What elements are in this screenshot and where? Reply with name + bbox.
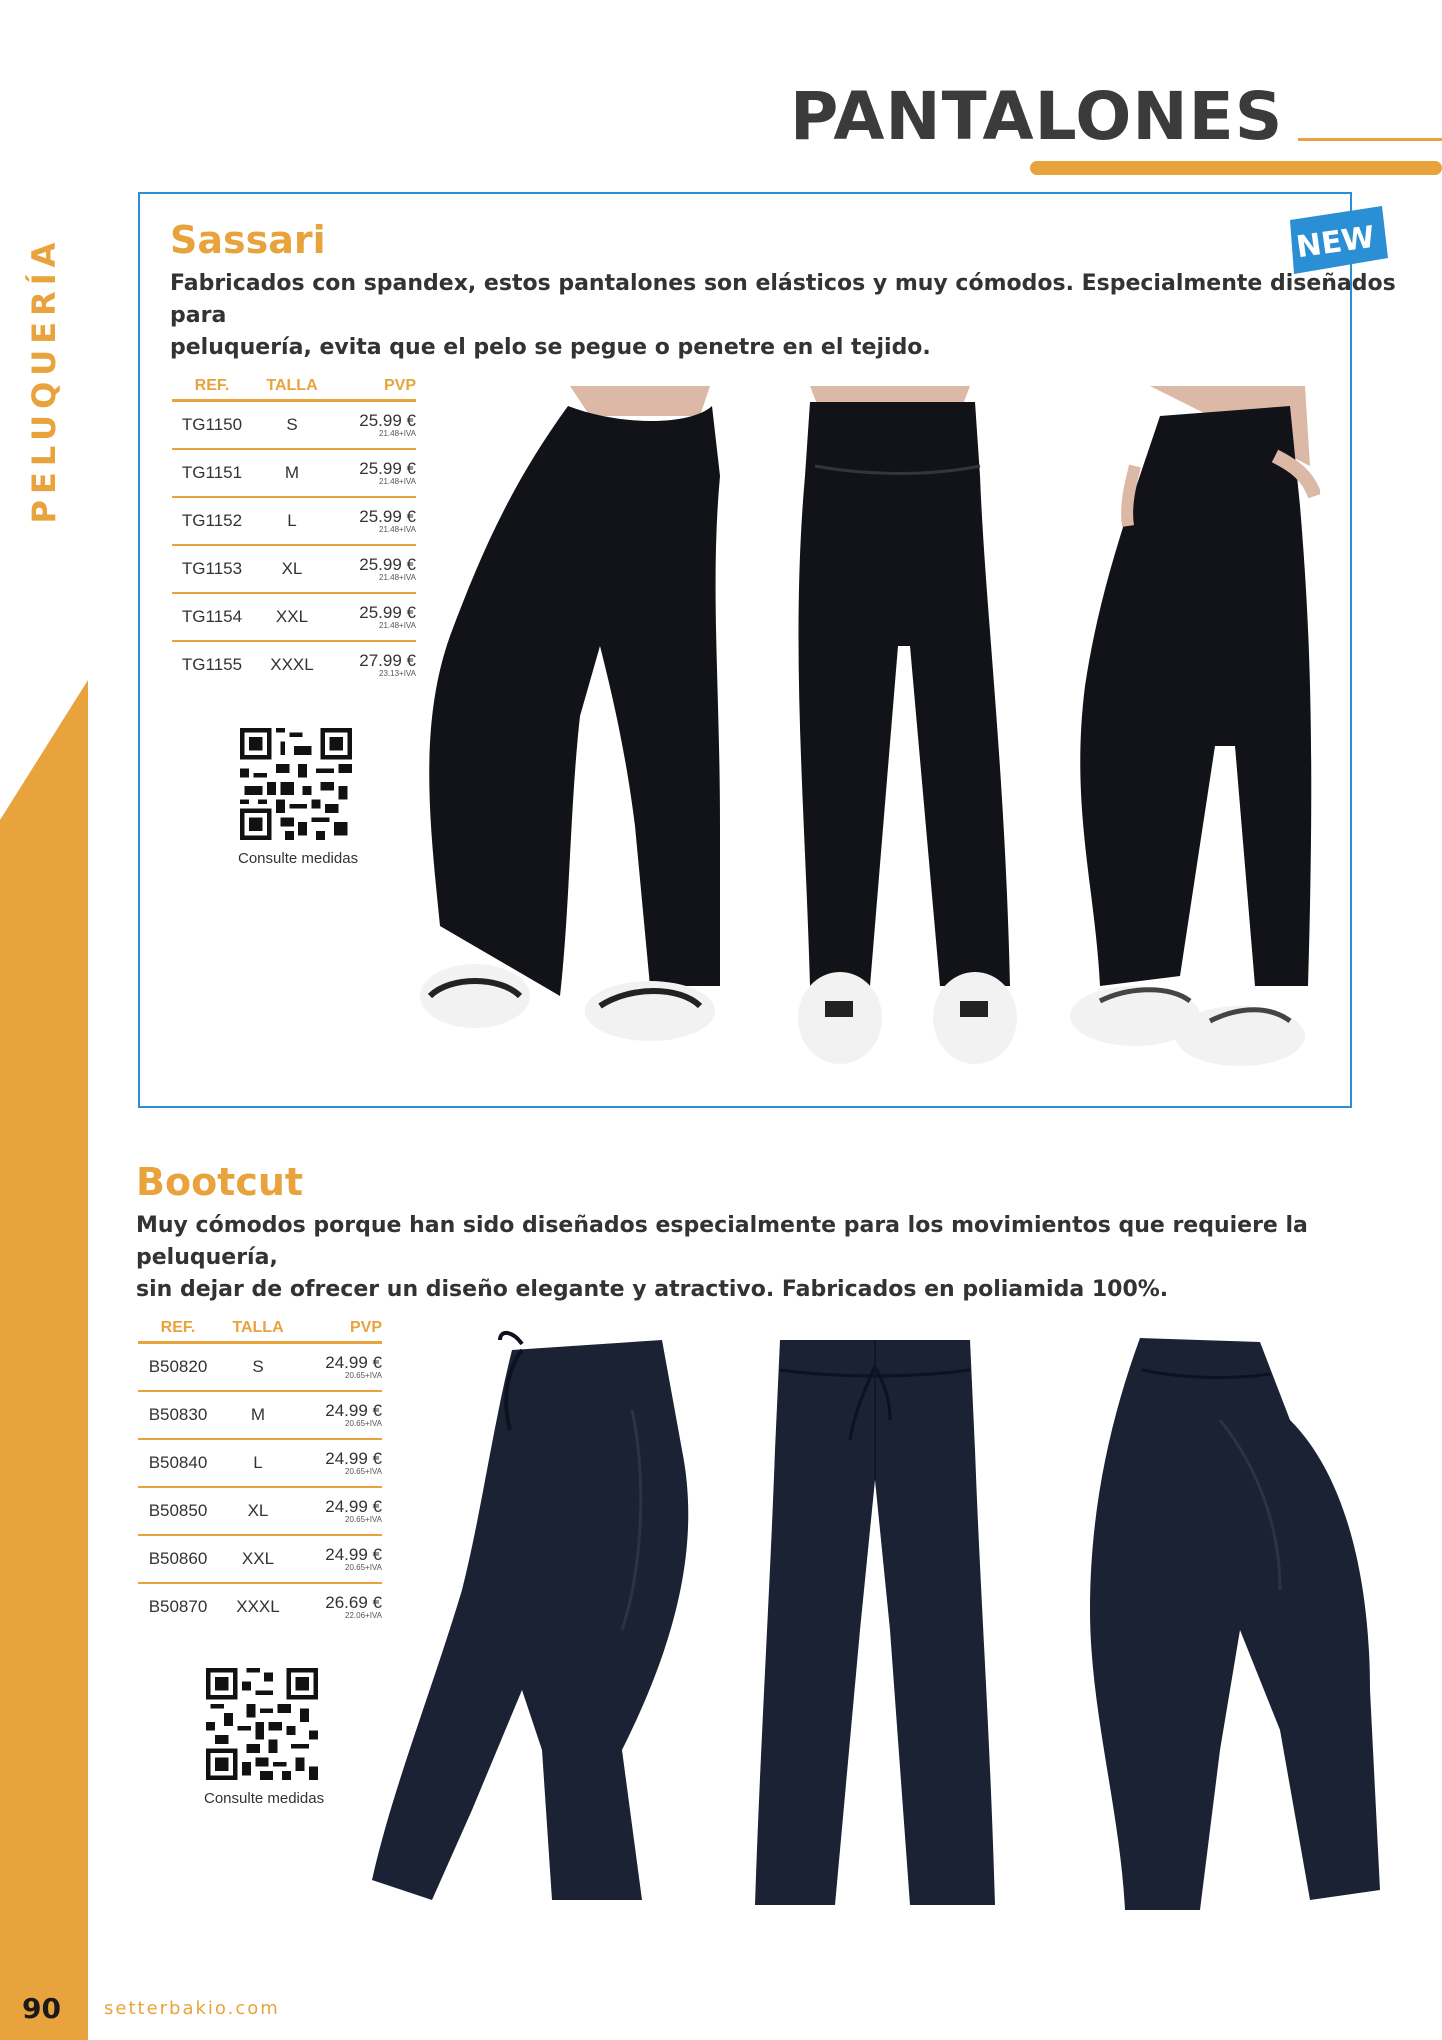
- product-name-sassari: Sassari: [170, 218, 326, 262]
- table-row: TG1154 XXL 25.99 € 21.48+IVA: [172, 594, 416, 642]
- product-photo-side-view: [1060, 386, 1320, 1086]
- page-title: PANTALONES: [790, 78, 1284, 155]
- table-row: B50840 L 24.99 € 20.65+IVA: [138, 1440, 382, 1488]
- price-table-header: REF. TALLA PVP: [172, 368, 416, 402]
- price-table-header: REF. TALLA PVP: [138, 1310, 382, 1344]
- product-description-bootcut: Muy cómodos porque han sido diseñados especialmente para los movimientos que requiere la peluquería, sin dejar de ofrecer un diseño elegante y atractivo. Fabricados en poliamida 100%.: [136, 1213, 1308, 1302]
- product-name-bootcut: Bootcut: [136, 1160, 304, 1204]
- table-row: B50820 S 24.99 € 20.65+IVA: [138, 1344, 382, 1392]
- product-photo-back-view: [1080, 1330, 1380, 1920]
- qr-caption: Consulte medidas: [204, 1790, 325, 1807]
- qr-code-icon[interactable]: [206, 1668, 318, 1780]
- table-row: B50870 XXXL 26.69 € 22.06+IVA: [148, 1593, 382, 1620]
- table-row: B50860 XXL 24.99 € 20.65+IVA: [138, 1536, 382, 1584]
- table-row: TG1150 S 25.99 € 21.48+IVA: [172, 402, 416, 450]
- table-row: TG1153 XL 25.99 € 21.48+IVA: [172, 546, 416, 594]
- product-photo-front-view: [750, 1330, 1000, 1910]
- table-row: TG1152 L 25.99 € 21.48+IVA: [172, 498, 416, 546]
- table-row: B50850 XL 24.99 € 20.65+IVA: [138, 1488, 382, 1536]
- price-table-sassari: [172, 368, 416, 688]
- section-tab: PELUQUERÍA: [25, 236, 63, 524]
- qr-caption: Consulte medidas: [238, 850, 359, 867]
- product-photo-back-view: [420, 386, 720, 1056]
- product-photo-side-view: [372, 1330, 702, 1910]
- table-row: TG1151 M 25.99 € 21.48+IVA: [172, 450, 416, 498]
- new-badge: [1284, 206, 1388, 274]
- table-row: TG1155 XXXL 27.99 € 23.13+IVA: [181, 651, 416, 678]
- page-number: 90: [22, 1992, 61, 2025]
- table-row: B50830 M 24.99 € 20.65+IVA: [138, 1392, 382, 1440]
- new-badge-label: NEW: [1294, 219, 1377, 266]
- title-accent-bar: [1030, 161, 1442, 175]
- website-link[interactable]: setterbakio.com: [104, 1998, 280, 2019]
- product-photo-front-view: [780, 386, 1030, 1086]
- qr-code-icon[interactable]: [240, 728, 352, 840]
- product-description-sassari: Fabricados con spandex, estos pantalones son elásticos y muy cómodos. Especialmente diseñados para peluquería, evita que el pelo se pegue o penetre en el tejido.: [170, 271, 1396, 360]
- title-underline: [1298, 138, 1442, 141]
- price-table-bootcut: [138, 1310, 382, 1630]
